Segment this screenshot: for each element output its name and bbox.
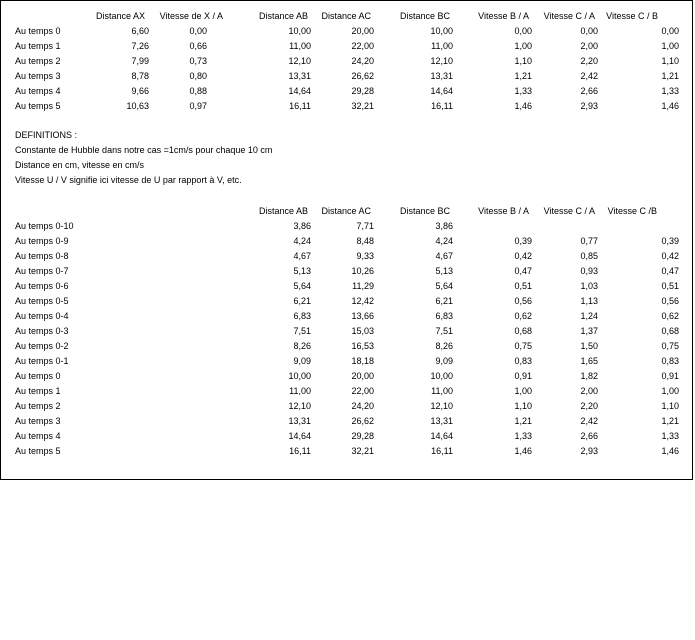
column-header: Distance AB [258, 11, 308, 21]
row-label: Au temps 0 [15, 26, 61, 36]
table-cell: 12,42 [351, 296, 374, 306]
table-cell: 1,21 [661, 416, 679, 426]
table-cell: 0,47 [661, 266, 679, 276]
table-cell: 0,75 [661, 341, 679, 351]
column-header: Distance BC [399, 206, 450, 216]
table-cell: 13,66 [351, 311, 374, 321]
row-label: Au temps 0 [15, 371, 61, 381]
table-row [1, 296, 694, 311]
table-cell: 0,93 [580, 266, 598, 276]
definition-line: Constante de Hubble dans notre cas =1cm/s pour chaque 10 cm [15, 145, 273, 155]
table-cell: 0,85 [580, 251, 598, 261]
column-header: Vitesse C / B [606, 11, 658, 21]
table-cell: 11,00 [289, 41, 311, 51]
table-cell: 10,00 [288, 26, 311, 36]
row-label: Au temps 5 [15, 101, 61, 111]
table-cell: 1,65 [580, 356, 598, 366]
table-cell: 0,88 [189, 86, 207, 96]
table-row [1, 101, 694, 116]
table-cell: 15,03 [351, 326, 374, 336]
table-cell: 11,00 [431, 386, 453, 396]
column-header: Distance BC [399, 11, 450, 21]
table-cell: 14,64 [288, 431, 311, 441]
table-row [1, 416, 694, 431]
row-label: Au temps 0-4 [15, 311, 69, 321]
column-header: Vitesse C /B [607, 206, 657, 216]
row-label: Au temps 0-10 [15, 221, 74, 231]
table-row [1, 311, 694, 326]
table-cell: 7,26 [131, 41, 149, 51]
table-cell: 16,11 [431, 446, 453, 456]
table-cell: 1,33 [661, 431, 679, 441]
table-cell: 7,51 [435, 326, 453, 336]
table-cell: 0,68 [514, 326, 532, 336]
definitions-title: DEFINITIONS : [15, 130, 78, 140]
table-cell: 9,66 [131, 86, 149, 96]
table-cell: 16,11 [289, 101, 311, 111]
table-cell: 4,24 [435, 236, 453, 246]
table-cell: 7,51 [293, 326, 311, 336]
definition-line: Vitesse U / V signifie ici vitesse de U par rapport à V, etc. [15, 175, 242, 185]
table-cell: 4,24 [293, 236, 311, 246]
table-cell: 0,83 [661, 356, 679, 366]
table-cell: 0,51 [514, 281, 532, 291]
table-cell: 4,67 [435, 251, 453, 261]
table-cell: 2,00 [580, 41, 598, 51]
table-cell: 16,11 [289, 446, 311, 456]
column-header: Distance AX [95, 11, 145, 21]
table-row [1, 326, 694, 341]
table-row [1, 236, 694, 251]
table-row [1, 341, 694, 356]
table-cell: 0,00 [189, 26, 207, 36]
table-cell: 8,48 [356, 236, 374, 246]
table-cell: 1,21 [661, 71, 679, 81]
table-cell: 1,10 [514, 56, 532, 66]
table-row [1, 86, 694, 101]
table-cell: 6,83 [435, 311, 453, 321]
table-cell: 9,33 [356, 251, 374, 261]
table-cell: 11,29 [352, 281, 374, 291]
row-label: Au temps 0-1 [15, 356, 69, 366]
table-row [1, 371, 694, 386]
table-row [1, 401, 694, 416]
table-cell: 8,26 [293, 341, 311, 351]
table-cell: 2,20 [580, 401, 598, 411]
table-cell: 1,00 [661, 41, 679, 51]
table-cell: 0,62 [661, 311, 679, 321]
table-cell: 14,64 [430, 431, 453, 441]
table-cell: 13,31 [288, 71, 311, 81]
table-cell: 1,10 [514, 401, 532, 411]
table-cell: 1,00 [661, 386, 679, 396]
table-cell: 2,66 [580, 431, 598, 441]
table-cell: 2,00 [580, 386, 598, 396]
table-cell: 11,00 [289, 386, 311, 396]
table-row [1, 446, 694, 461]
table-cell: 1,21 [514, 416, 532, 426]
table-cell: 12,10 [288, 56, 311, 66]
table-cell: 0,66 [189, 41, 207, 51]
table-cell: 1,24 [580, 311, 598, 321]
table-cell: 2,93 [580, 101, 598, 111]
table-cell: 0,42 [514, 251, 532, 261]
table-cell: 0,62 [514, 311, 532, 321]
row-label: Au temps 0-2 [15, 341, 69, 351]
table-cell: 18,18 [351, 356, 374, 366]
table-cell: 0,39 [514, 236, 532, 246]
table-cell: 29,28 [351, 86, 374, 96]
row-label: Au temps 4 [15, 431, 61, 441]
row-label: Au temps 2 [15, 56, 61, 66]
column-header: Vitesse C / A [543, 11, 595, 21]
table-cell: 29,28 [351, 431, 374, 441]
table-cell: 13,31 [288, 416, 311, 426]
column-header: Vitesse de X / A [159, 11, 223, 21]
table-cell: 1,10 [661, 56, 679, 66]
table-cell: 2,20 [580, 56, 598, 66]
column-header: Distance AC [321, 11, 371, 21]
table-cell: 5,64 [293, 281, 311, 291]
table-cell: 1,03 [580, 281, 598, 291]
table-cell: 10,00 [430, 26, 453, 36]
table-cell: 26,62 [351, 416, 374, 426]
table-cell: 0,91 [514, 371, 532, 381]
table-cell: 1,82 [580, 371, 598, 381]
table-cell: 1,50 [580, 341, 598, 351]
table-cell: 1,33 [514, 431, 532, 441]
table-cell: 0,73 [189, 56, 207, 66]
table-cell: 1,10 [661, 401, 679, 411]
table-cell: 11,00 [431, 41, 453, 51]
table-cell: 20,00 [351, 371, 374, 381]
table-cell: 0,68 [661, 326, 679, 336]
definition-line: Distance en cm, vitesse en cm/s [15, 160, 145, 170]
table-cell: 1,21 [514, 71, 532, 81]
table-cell: 0,00 [514, 26, 532, 36]
table-cell: 1,46 [661, 446, 679, 456]
row-label: Au temps 0-8 [15, 251, 69, 261]
table-row [1, 251, 694, 266]
table-cell: 0,56 [514, 296, 532, 306]
column-header: Vitesse C / A [543, 206, 595, 216]
table-cell: 16,53 [351, 341, 374, 351]
column-header: Vitesse B / A [478, 11, 529, 21]
table-cell: 20,00 [351, 26, 374, 36]
table-cell: 0,83 [514, 356, 532, 366]
table-row [1, 26, 694, 41]
table-cell: 1,00 [514, 386, 532, 396]
table-cell: 0,00 [661, 26, 679, 36]
column-header: Distance AC [321, 206, 371, 216]
column-header: Vitesse B / A [478, 206, 529, 216]
table-cell: 0,75 [514, 341, 532, 351]
table-cell: 24,20 [351, 401, 374, 411]
table-cell: 16,11 [431, 101, 453, 111]
table-cell: 0,00 [580, 26, 598, 36]
table-cell: 6,21 [435, 296, 453, 306]
table-cell: 1,13 [580, 296, 598, 306]
table-cell: 2,66 [580, 86, 598, 96]
table-row [1, 356, 694, 371]
table-cell: 14,64 [288, 86, 311, 96]
table-cell: 2,42 [580, 71, 598, 81]
row-label: Au temps 0-5 [15, 296, 69, 306]
table-cell: 10,63 [126, 101, 149, 111]
table-cell: 0,47 [514, 266, 532, 276]
table-cell: 12,10 [288, 401, 311, 411]
table-cell: 7,99 [131, 56, 149, 66]
table-cell: 0,91 [661, 371, 679, 381]
table-cell: 7,71 [356, 221, 374, 231]
table-cell: 10,26 [351, 266, 374, 276]
row-label: Au temps 3 [15, 71, 61, 81]
table-cell: 2,42 [580, 416, 598, 426]
table-cell: 22,00 [351, 386, 374, 396]
table-row [1, 71, 694, 86]
table-cell: 4,67 [293, 251, 311, 261]
table-row [1, 281, 694, 296]
row-label: Au temps 5 [15, 446, 61, 456]
table-cell: 9,09 [435, 356, 453, 366]
table-cell: 6,60 [131, 26, 149, 36]
column-header: Distance AB [258, 206, 308, 216]
table-cell: 1,46 [661, 101, 679, 111]
row-label: Au temps 1 [15, 41, 61, 51]
table-cell: 1,46 [514, 446, 532, 456]
table-cell: 1,37 [580, 326, 598, 336]
table-cell: 0,97 [189, 101, 207, 111]
table-cell: 0,39 [661, 236, 679, 246]
table-cell: 0,77 [580, 236, 598, 246]
table-cell: 10,00 [288, 371, 311, 381]
row-label: Au temps 0-7 [15, 266, 69, 276]
table-cell: 0,80 [189, 71, 207, 81]
table-cell: 8,26 [435, 341, 453, 351]
table-cell: 3,86 [435, 221, 453, 231]
table-cell: 6,21 [293, 296, 311, 306]
table-cell: 1,33 [514, 86, 532, 96]
table-cell: 8,78 [131, 71, 149, 81]
row-label: Au temps 1 [15, 386, 61, 396]
table-cell: 32,21 [351, 446, 374, 456]
table-cell: 12,10 [430, 56, 453, 66]
table-cell: 22,00 [351, 41, 374, 51]
table-cell: 0,51 [661, 281, 679, 291]
table-row [1, 431, 694, 446]
table-row [1, 386, 694, 401]
table-cell: 5,13 [293, 266, 311, 276]
table-cell: 9,09 [293, 356, 311, 366]
table-cell: 0,56 [661, 296, 679, 306]
table-cell: 3,86 [293, 221, 311, 231]
table-cell: 13,31 [430, 71, 453, 81]
table-cell: 2,93 [580, 446, 598, 456]
table-cell: 13,31 [430, 416, 453, 426]
table-cell: 12,10 [430, 401, 453, 411]
table-cell: 1,46 [514, 101, 532, 111]
table-row [1, 56, 694, 71]
table-cell: 1,33 [661, 86, 679, 96]
table-cell: 5,64 [435, 281, 453, 291]
row-label: Au temps 0-9 [15, 236, 69, 246]
table-row [1, 221, 694, 236]
row-label: Au temps 2 [15, 401, 61, 411]
row-label: Au temps 3 [15, 416, 61, 426]
row-label: Au temps 4 [15, 86, 61, 96]
table-cell: 0,42 [661, 251, 679, 261]
table-cell: 5,13 [435, 266, 453, 276]
table-cell: 1,00 [514, 41, 532, 51]
row-label: Au temps 0-3 [15, 326, 69, 336]
table-cell: 6,83 [293, 311, 311, 321]
row-label: Au temps 0-6 [15, 281, 69, 291]
table-cell: 10,00 [430, 371, 453, 381]
table-cell: 26,62 [351, 71, 374, 81]
table-cell: 32,21 [351, 101, 374, 111]
table-cell: 14,64 [430, 86, 453, 96]
table-row [1, 266, 694, 281]
table-row [1, 41, 694, 56]
table-cell: 24,20 [351, 56, 374, 66]
